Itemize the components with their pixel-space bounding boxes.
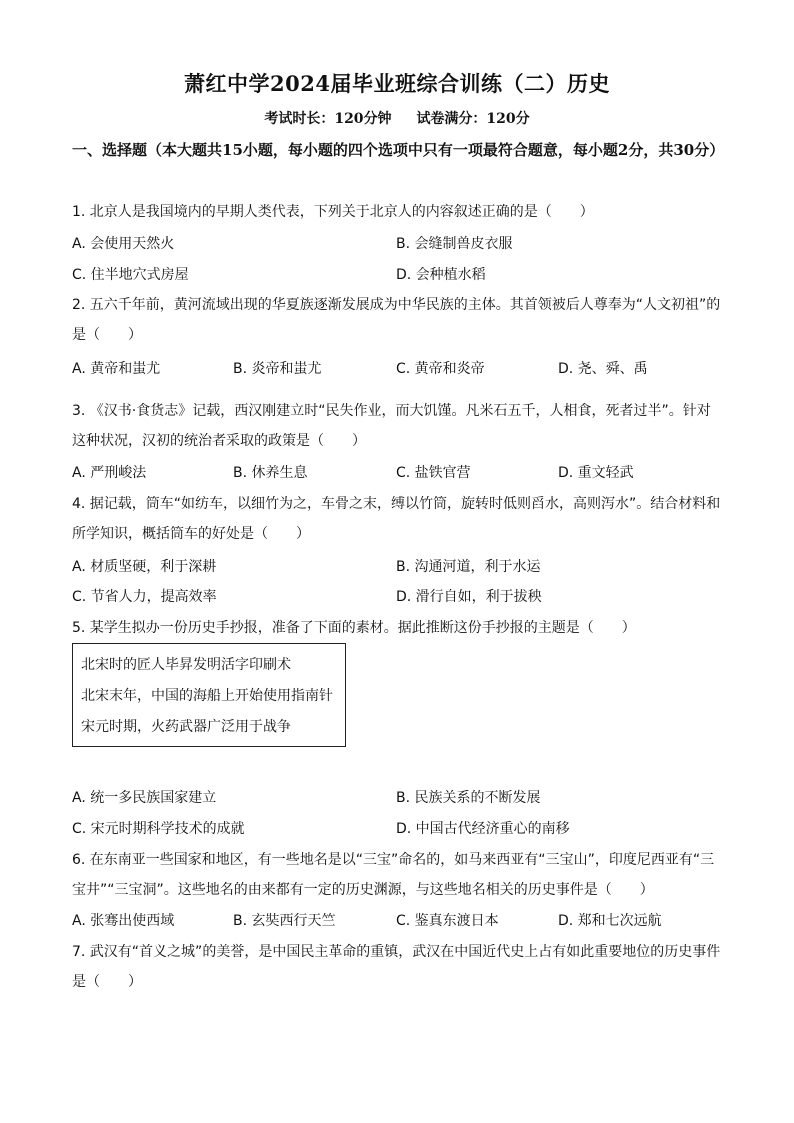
q2-option-b: B. 炎帝和蚩尤: [233, 361, 322, 377]
question-2-stem: 2. 五六千年前，黄河流域出现的华夏族逐渐发展成为中华民族的主体。其首领被后人尊奉为“人文初祖”的是（ ）: [72, 297, 721, 343]
question-1-options-row-1: [72, 233, 722, 257]
q3-option-b: B. 休养生息: [233, 465, 308, 481]
q6-option-b: B. 玄奘西行天竺: [233, 913, 336, 929]
q5-option-a: A. 统一多民族国家建立: [72, 790, 217, 806]
question-6-options: [72, 910, 722, 934]
q5-option-d: D. 中国古代经济重心的南移: [396, 821, 570, 837]
q3-option-d: D. 重文轻武: [558, 465, 634, 481]
q1-option-a: A. 会使用天然火: [72, 236, 175, 252]
question-4-options-row-2: [72, 586, 722, 610]
question-7-stem: 7. 武汉有“首义之城”的美誉，是中国民主革命的重镇，武汉在中国近代史上占有如此重要地位的历史事件是（ ）: [72, 944, 721, 990]
q2-option-d: D. 尧、舜、禹: [558, 361, 648, 377]
material-line: 北宋时的匠人毕昇发明活字印刷术: [81, 657, 291, 673]
exam-info: [0, 108, 794, 128]
q2-option-a: A. 黄帝和蚩尤: [72, 361, 161, 377]
material-line: 北宋末年，中国的海船上开始使用指南针: [81, 688, 333, 704]
q4-option-a: A. 材质坚硬，利于深耕: [72, 559, 217, 575]
exam-title: 萧红中学2024届毕业班综合训练（二）历史: [184, 71, 610, 96]
question-1-stem: 1. 北京人是我国境内的早期人类代表，下列关于北京人的内容叙述正确的是（ ）: [72, 204, 594, 220]
q4-option-c: C. 节省人力，提高效率: [72, 589, 217, 605]
exam-time: 考试时长：120分钟: [264, 111, 392, 127]
question-5-options-row-2: [72, 818, 722, 842]
question-2-options: [72, 358, 722, 382]
question-4-options-row-1: [72, 556, 722, 580]
section-heading: 一、选择题（本大题共15小题，每小题的四个选项中只有一项最符合题意，每小题2分，共30分）: [72, 141, 725, 159]
question-3-stem: 3. 《汉书·食货志》记载，西汉刚建立时“民失作业，而大饥馑。凡米石五千，人相食，死者过半”。针对这种状况，汉初的统治者采取的政策是（ ）: [72, 403, 711, 449]
q3-option-a: A. 严刑峻法: [72, 465, 147, 481]
q4-option-d: D. 滑行自如，利于拔秧: [396, 589, 542, 605]
question-3-options: [72, 462, 722, 486]
question-4-stem: 4. 据记载，筒车“如纺车，以细竹为之，车骨之末，缚以竹筒，旋转时低则舀水，高则泻水”。结合材料和所学知识，概括筒车的好处是（ ）: [72, 496, 721, 542]
question-5-stem: 5. 某学生拟办一份历史手抄报，准备了下面的素材。据此推断这份手抄报的主题是（ ）: [72, 620, 636, 636]
q6-option-c: C. 鉴真东渡日本: [396, 913, 499, 929]
material-line: 宋元时期，火药武器广泛用于战争: [81, 719, 291, 735]
question-6-stem: 6. 在东南亚一些国家和地区，有一些地名是以“三宝”命名的，如马来西亚有“三宝山”，印度尼西亚有“三宝井”“三宝洞”。这些地名的由来都有一定的历史渊源，与这些地名相关的历史事件是（ ）: [72, 852, 715, 898]
q6-option-d: D. 郑和七次远航: [558, 913, 662, 929]
q6-option-a: A. 张骞出使西域: [72, 913, 175, 929]
q5-option-c: C. 宋元时期科学技术的成就: [72, 821, 245, 837]
q2-option-c: C. 黄帝和炎帝: [396, 361, 485, 377]
q1-option-c: C. 住半地穴式房屋: [72, 267, 189, 283]
question-5-options-row-1: [72, 787, 722, 811]
question-5-material-box: [72, 643, 346, 747]
question-1-options-row-2: [72, 264, 722, 288]
q1-option-d: D. 会种植水稻: [396, 267, 486, 283]
q3-option-c: C. 盐铁官营: [396, 465, 471, 481]
q5-option-b: B. 民族关系的不断发展: [396, 790, 541, 806]
q4-option-b: B. 沟通河道，利于水运: [396, 559, 541, 575]
q1-option-b: B. 会缝制兽皮衣服: [396, 236, 513, 252]
full-score: 试卷满分：120分: [416, 111, 530, 127]
